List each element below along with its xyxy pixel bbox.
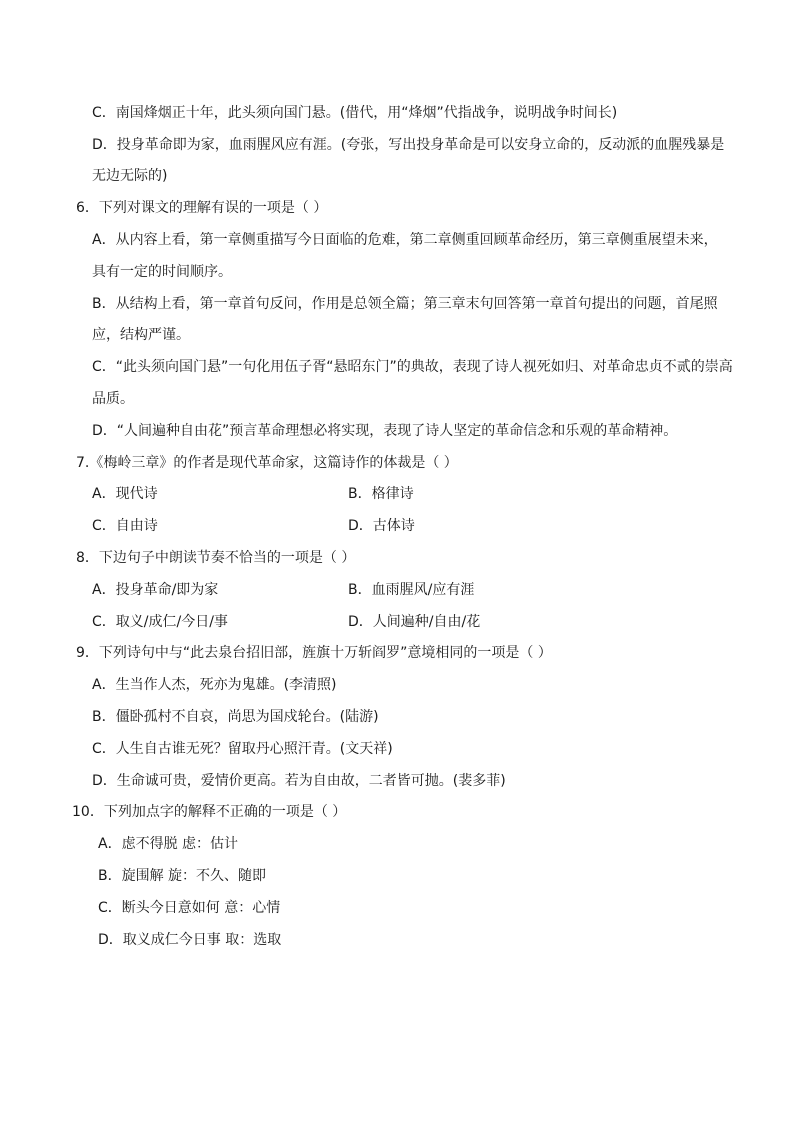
- question-7-option-b: B．格律诗: [348, 486, 414, 502]
- question-8-option-b: B．血雨腥风/应有涯: [348, 582, 475, 598]
- question-10-stem: 10．下列加点字的解释不正确的一项是（ ）: [72, 804, 347, 820]
- question-10-option-b: B．旋围解 旋：不久、随即: [98, 868, 267, 884]
- question-10-option-c: C．断头今日意如何 意：心情: [98, 900, 281, 916]
- question-6-option-d: D．“人间遍种自由花”预言革命理想必将实现，表现了诗人坚定的革命信念和乐观的革命精神。: [92, 423, 678, 439]
- question-6-option-b-line2: 应，结构严谨。: [92, 327, 190, 343]
- question-10-option-a: A．虑不得脱 虑：估计: [98, 836, 239, 852]
- question-6-option-a-line2: 具有一定的时间顺序。: [92, 264, 232, 280]
- question-9-option-a: A．生当作人杰，死亦为鬼雄。(李清照): [92, 677, 337, 693]
- question-6-stem: 6．下列对课文的理解有误的一项是（ ）: [76, 200, 328, 216]
- question-6-option-c-line1: C．“此头须向国门悬”一句化用伍子胥“悬昭东门”的典故，表现了诗人视死如归、对革命忠贞不贰的崇高: [92, 359, 733, 375]
- question-6-option-b-line1: B．从结构上看，第一章首句反问，作用是总领全篇；第三章末句回答第一章首句提出的问题，首尾照: [92, 296, 718, 312]
- question-7-option-c: C．自由诗: [92, 518, 158, 534]
- question-6-option-c-line2: 品质。: [92, 391, 134, 407]
- question-9-stem: 9．下列诗句中与“此去泉台招旧部，旌旗十万斩阎罗”意境相同的一项是（ ）: [76, 645, 552, 661]
- question-9-option-b: B．僵卧孤村不自哀，尚思为国戍轮台。(陆游): [92, 709, 379, 725]
- question-8-option-c: C．取义/成仁/今日/事: [92, 614, 228, 630]
- question-6-option-a-line1: A．从内容上看，第一章侧重描写今日面临的危难，第二章侧重回顾革命经历，第三章侧重展望未来，: [92, 232, 718, 248]
- option-c-prev: C．南国烽烟正十年，此头须向国门悬。(借代，用“烽烟”代指战争，说明战争时间长): [92, 105, 618, 121]
- question-7-option-d: D．古体诗: [348, 518, 415, 534]
- question-8-option-d: D．人间遍种/自由/花: [348, 614, 481, 630]
- question-9-option-c: C．人生自古谁无死？留取丹心照汗青。(文天祥): [92, 741, 393, 757]
- question-7-stem: 7.《梅岭三章》的作者是现代革命家，这篇诗作的体裁是（ ）: [76, 455, 458, 471]
- option-d-prev-line2: 无边无际的): [92, 168, 168, 184]
- question-8-stem: 8．下边句子中朗读节奏不恰当的一项是（ ）: [76, 550, 356, 566]
- question-8-option-a: A．投身革命/即为家: [92, 582, 219, 598]
- question-7-option-a: A．现代诗: [92, 486, 158, 502]
- question-10-option-d: D．取义成仁今日事 取：选取: [98, 932, 282, 948]
- question-9-option-d: D．生命诚可贵，爱情价更高。若为自由故，二者皆可抛。(裴多菲): [92, 773, 506, 789]
- option-d-prev-line1: D．投身革命即为家，血雨腥风应有涯。(夸张，写出投身革命是可以安身立命的，反动派的血腥残暴是: [92, 137, 725, 153]
